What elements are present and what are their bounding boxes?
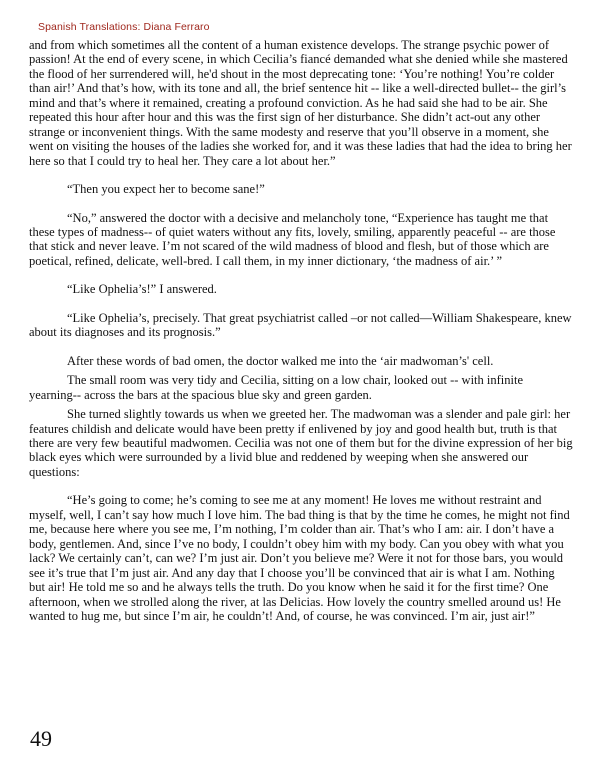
page-number: 49 <box>30 726 52 751</box>
paragraph-shakespeare: “Like Ophelia’s, precisely. That great psychiatrist called –or not called—William Shakespeare, knew about its diagnoses and its prognosis.” <box>29 310 572 340</box>
paragraph-doctor-answer: “No,” answered the doctor with a decisive and melancholy tone, “Experience has taught me that these types of madness-- of quiet waters without any fits, lovely, smiling, apparently peaceful -- are those that stick and never leave. I’m not scared of the wild madness of blood and flesh, but of those which are poetical, refined, delicate, well-bred. I call them, in my inner dictionary, ‘the madness of air.’ ” <box>29 210 556 268</box>
paragraph-continuation: and from which sometimes all the content of a human existence develops. The strange psychic power of passion! At the end of every scene, in which Cecilia’s fiancé demanded what she denied while she mastered the flood of her surrendered will, he'd shout in the most deprecating tone: ‘You’re nothing! You’re colder than air!’ And that’s how, with its tone and all, the brief sentence hit -- like a well-directed bullet-- the girl’s mind and that’s where it remained, creating a profound conviction. As he had said she had to be air. She repeated this hour after hour and this was the first sign of her disturbance. She didn’t act-out any other strange or inconvenient things. With the same modesty and reserve that you’ll observe in a moment, she went on visiting the houses of the ladies she worked for, and it was these ladies that had the idea to bring her here so that I could try to heal her. They care a lot about her.” <box>29 38 572 168</box>
paragraph-ophelia: “Like Ophelia’s!” I answered. <box>67 282 217 297</box>
paragraph-cecilia-speech: “He’s going to come; he’s coming to see me at any moment! He loves me without restraint and myself, well, I can’t say how much I love him. The bad thing is that by the time he comes, he might not find me, because here where you see me, I’m nothing, I’m colder than air. That’s who I am: air. I don’t have a body, gentlemen. And, since I’ve no body, I couldn’t obey him with my body. Can you obey with what you lack? We certainly can’t, can we? I’m just air. Don’t you believe me? Were it not for those bars, you would see it’s true that I’m just air. And any day that I choose you’ll be convinced that air is what I am. Nothing but air! He told me so and he always tells the truth. Do you know when he said it for the first time? One afternoon, when we strolled along the river, at las Delicias. How lovely the country smelled around us! He wanted to hug me, but since I’m air, he couldn’t! And, of course, he was convinced. I’m air, just air!” <box>29 493 570 623</box>
body-text <box>29 38 573 623</box>
running-header: Spanish Translations: Diana Ferraro <box>38 21 210 33</box>
paragraph-cell: After these words of bad omen, the doctor walked me into the ‘air madwoman’s' cell. <box>67 353 494 368</box>
paragraph-room: The small room was very tidy and Cecilia, sitting on a low chair, looked out -- with infinite yearning-- across the bars at the spacious blue sky and green garden. <box>29 373 523 402</box>
paragraph-dialogue-1: “Then you expect her to become sane!” <box>67 182 265 197</box>
paragraph-madwoman: She turned slightly towards us when we greeted her. The madwoman was a slender and pale girl: her features childish and delicate would have been pretty if enlivened by joy and good health but, truth is that there are very few beautiful madwomen. Cecilia was not one of them but for the divine expression of her big black eyes which were surrounded by a livid blue and reddened by weeping when she answered our questions: <box>29 407 573 479</box>
